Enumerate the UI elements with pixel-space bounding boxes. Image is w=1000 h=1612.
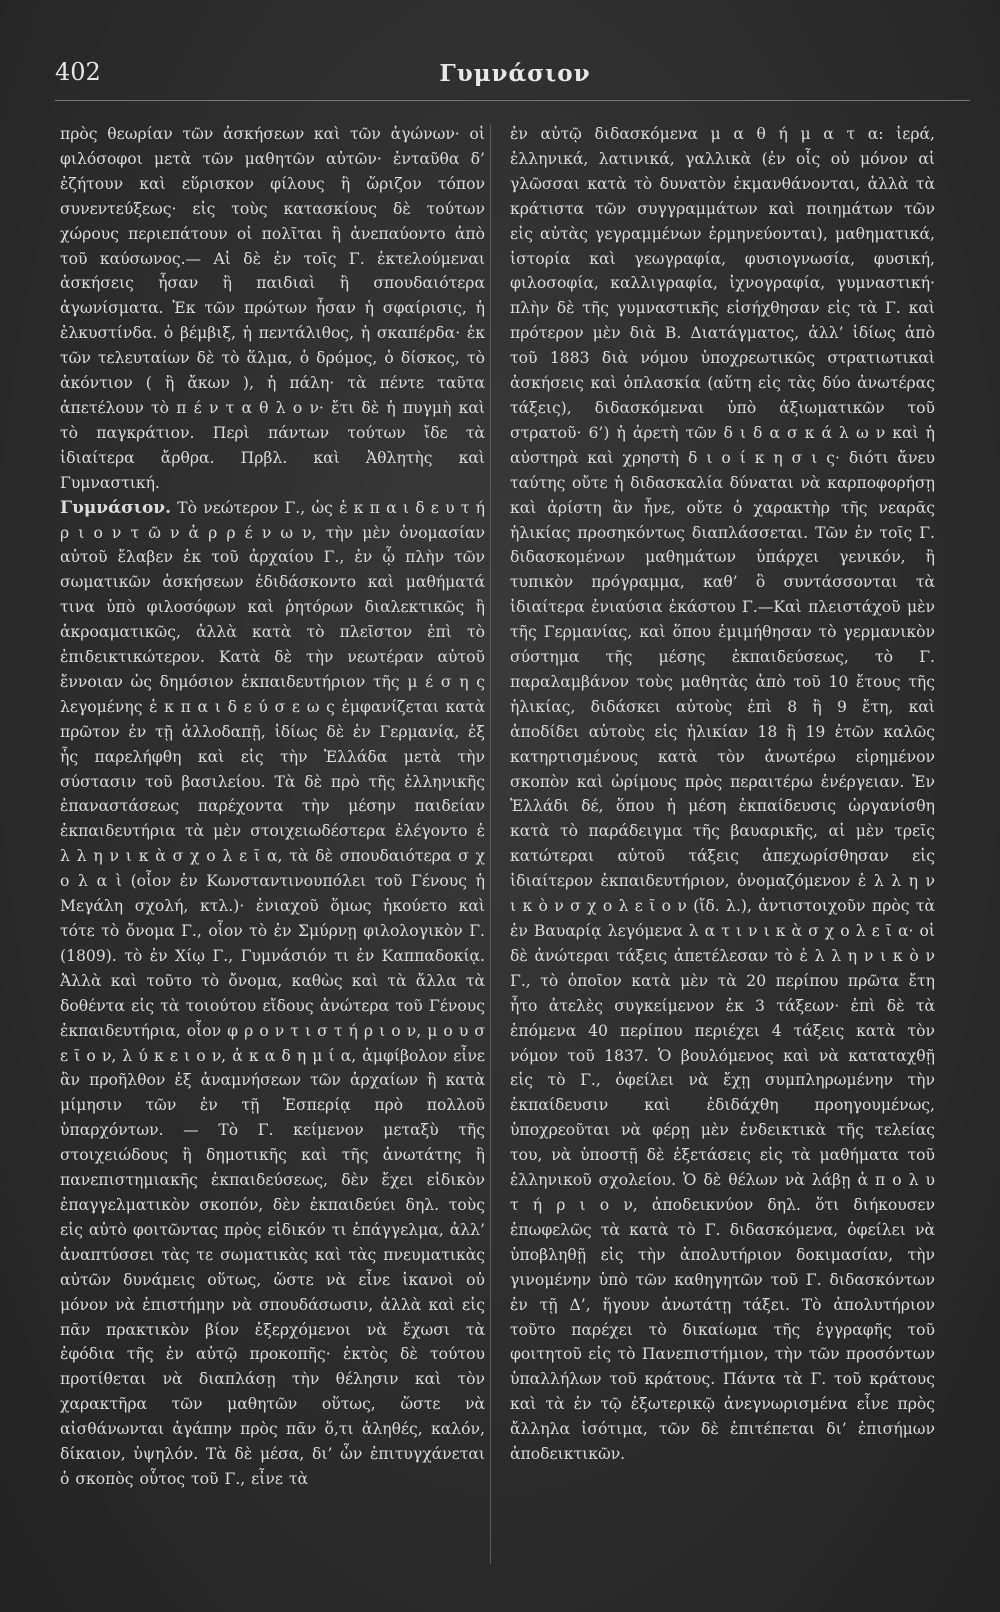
page-header: [55, 58, 975, 98]
left-paragraph-2: [60, 496, 485, 1492]
entry-body: Τὸ νεώτερον Γ., ὡς ἐ κ π α ι δ ε υ τ ή ρ ι ο ν τ ῶ ν ἀ ρ ρ έ ν ω ν, τὴν μὲν ὀνομασίαν αὐτοῦ ἔλαβεν ἐκ τοῦ ἀρχαίου Γ., ἐν ᾧ πλὴν τῶν σωματικῶν ἀσκήσεων ἐδιδάσκοντο καὶ μαθήματά τινα ὑπὸ φιλοσόφων καὶ ῥητόρων διαλεκτικῶς ἢ ἀκροαματικῶς, ἀλλὰ κατὰ τὸ πλεῖστον ἐπὶ τὸ ἐπιδεικτικώτερον. Κατὰ δὲ τὴν νεωτέραν αὐτοῦ ἔννοιαν ὡς δημόσιον ἐκπαιδευτήριον τῆς μ έ σ η ς λεγομένης ἐ κ π α ι δ ε ύ σ ε ω ς ἐμφανίζεται κατὰ πρῶτον ἐν τῇ ἀλλοδαπῇ, ἰδίως δὲ ἐν Γερμανίᾳ, ἐξ ἧς παρελήφθη καὶ εἰς τὴν Ἑλλάδα μετὰ τὴν σύστασιν τοῦ βασιλείου. Τὰ δὲ πρὸ τῆς ἑλληνικῆς ἐπαναστάσεως παρέχοντα τὴν μέσην παιδείαν ἐκπαιδευτήρια τὰ μὲν στοιχειωδέστερα ἐλέγοντο ἑ λ λ η ν ι κ ὰ σ χ ο λ ε ῖ α, τὰ δὲ σπουδαιότερα σ χ ο λ α ὶ (οἷον ἐν Κωνσταντινουπόλει τοῦ Γένους ἡ Μεγάλη σχολή, κτλ.)· ἐνιαχοῦ ὅμως ἠκούετο καὶ τότε τὸ ὄνομα Γ., οἷον τὸ ἐν Σμύρνῃ φιλολογικὸν Γ. (1809). τὸ ἐν Χίῳ Γ., Γυμνάσιόν τι ἐν Καππαδοκίᾳ. Ἀλλὰ καὶ τοῦτο τὸ ὄνομα, καθὼς καὶ τὰ ἄλλα τὰ δοθέντα εἰς τὰ τοιούτου εἴδους ἀνώτερα τοῦ Γένους ἐκπαιδευτήρια, οἷον φ ρ ο ν τ ι σ τ ή ρ ι ο ν, μ ο υ σ ε ῖ ο ν, λ ύ κ ε ι ο ν, ἀ κ α δ η μ ί α, ἀμφίβολον εἶνε ἂν προῆλθον ἐξ ἀναμνήσεων τῶν ἀρχαίων ἢ κατὰ μίμησιν τῶν ἐν τῇ Ἑσπερίᾳ πρὸ πολλοῦ ὑπαρχόντων. — Τὸ Γ. κείμενον μεταξὺ τῆς στοιχειώδους ἢ δημοτικῆς καὶ τῆς ἀνωτάτης ἢ πανεπιστημιακῆς ἐκπαιδεύσεως, δὲν ἔχει εἰδικὸν ἐπαγγελματικὸν σκοπόν, δὲν ἐκπαιδεύει δηλ. τοὺς εἰς αὐτὸ φοιτῶντας πρὸς εἰδικόν τι ἐπάγγελμα, ἀλλ’ ἀναπτύσσει τὰς τε σωματικὰς καὶ τὰς πνευματικὰς αὐτῶν δυνάμεις οὕτως, ὥστε νὰ εἶνε ἱκανοὶ οὐ μόνον νὰ ἐπιστήμην νὰ σπουδάσωσιν, ἀλλὰ καὶ εἰς πᾶν πρακτικὸν βίον ἐξερχόμενοι νὰ ἔχωσι τὰ ἐφόδια τῆς ἐν αὐτῷ προκοπῆς· ἐκτὸς δὲ τούτου προτίθεται νὰ διαπλάσῃ τὴν θέλησιν καὶ τὸν χαρακτῆρα τῶν μαθητῶν οὕτως, ὥστε νὰ αἰσθάνωνται ἀγάπην πρὸς πᾶν ὅ,τι ἀληθές, καλόν, δίκαιον, ὑψηλόν. Τὰ δὲ μέσα, δι’ ὧν ἐπιτυγχάνεται ὁ σκοπὸς οὗτος τοῦ Γ., εἶνε τὰ: [60, 498, 485, 1488]
page-number: 402: [55, 58, 101, 86]
left-column: [60, 122, 485, 1492]
left-paragraph-1: πρὸς θεωρίαν τῶν ἀσκήσεων καὶ τῶν ἀγώνων· οἱ φιλόσοφοι μετὰ τῶν μαθητῶν αὐτῶν· ἐνταῦθα δ’ ἐζήτουν καὶ εὕρισκον φίλους ἢ ὥριζον τόπον συνεντεύξεως· εἰς τοὺς κατασκίους δὲ τούτων χώρους περιεπάτουν οἱ πολῖται ἢ ἀνεπαύοντο ἀπὸ τοῦ καύσωνος.— Αἱ δὲ ἐν τοῖς Γ. ἐκτελούμεναι ἀσκήσεις ἦσαν ἢ παιδιαὶ ἢ σπουδαιότερα ἀγωνίσματα. Ἐκ τῶν πρώτων ἦσαν ἡ σφαίρισις, ἡ ἑλκυστίνδα. ὁ βέμβιξ, ἡ πεντάλιθος, ἡ σκαπέρδα· ἐκ τῶν τελευταίων δὲ τὸ ἅλμα, ὁ δρόμος, ὁ δίσκος, τὸ ἀκόντιον ( ἢ ἄκων ), ἡ πάλη· τὰ πέντε ταῦτα ἀπετέλουν τὸ π έ ν τ α θ λ ο ν· ἔτι δὲ ἡ πυγμὴ καὶ τὸ παγκράτιον. Περὶ πάντων τούτων ἴδε τὰ ἰδιαίτερα ἄρθρα. Πρβλ. καὶ Ἀθλητὴς καὶ Γυμναστική.: [60, 125, 485, 492]
column-divider: [490, 124, 491, 1564]
right-column: [510, 122, 935, 1467]
running-title: Γυμνάσιον: [439, 60, 591, 87]
right-paragraph-1: ἐν αὐτῷ διδασκόμενα μ α θ ή μ α τ α: ἱερά, ἑλληνικά, λατινικά, γαλλικὰ (ἐν οἷς οὐ μόνον αἱ γλῶσσαι κατὰ τὸ δυνατὸν ἐκμανθάνονται, ἀλλὰ τὰ κράτιστα τῶν συγγραμμάτων καὶ ποιημάτων τῶν εἰς αὐτὰς γεγραμμένων ἑρμηνεύονται), μαθηματικά, ἱστορία καὶ γεωγραφία, φυσιογνωσία, φυσική, φιλοσοφία, καλλιγραφία, ἰχνογραφία, γυμναστική· πλὴν δὲ τῆς γυμναστικῆς εἰσήχθησαν εἰς τὰ Γ. καὶ πρότερον μὲν διὰ Β. Διατάγματος, ἀλλ’ ἰδίως ἀπὸ τοῦ 1883 διὰ νόμου ὑποχρεωτικῶς στρατιωτικαὶ ἀσκήσεις καὶ ὁπλασκία (αὕτη εἰς τὰς δύο ἀνωτέρας τάξεις), διδασκόμεναι ὑπὸ ἀξιωματικῶν τοῦ στρατοῦ· 6’) ἡ ἀρετὴ τῶν δ ι δ α σ κ ά λ ω ν καὶ ἡ αὐστηρὰ καὶ χρηστὴ δ ι ο ί κ η σ ι ς· διότι ἄνευ ταύτης οὔτε ἡ διδασκαλία δύναται νὰ καρποφορήσῃ καὶ ἀρίστη ἂν ἦνε, οὔτε ὁ χαρακτὴρ τῆς νεαρᾶς ἡλικίας προσηκόντως διαπλάσσεται. Τῶν ἐν τοῖς Γ. διδασκομένων μαθημάτων ὑπάρχει γενικόν, ἢ τυπικὸν πρόγραμμα, καθ’ ὃ συντάσσονται τὰ ἰδιαίτερα ἐνιαύσια ἑκάστου Γ.—Καὶ πλειστάχοῦ μὲν τῆς Γερμανίας, καὶ ὅπου ἐμιμήθησαν τὸ γερμανικὸν σύστημα τῆς μέσης ἐκπαιδεύσεως, τὸ Γ. παραλαμβάνον τοὺς μαθητὰς ἀπὸ τοῦ 10 ἔτους τῆς ἡλικίας, διδάσκει αὐτοὺς ἐπὶ 8 ἢ 9 ἔτη, καὶ ἀποδίδει αὐτοὺς εἰς ἡλικίαν 18 ἢ 19 ἐτῶν καλῶς κατηρτισμένους κατὰ τὸν ἀνωτέρω εἰρημένον σκοπὸν καὶ ὡρίμους πρὸς περαιτέρω ἐνέργειαν. Ἐν Ἑλλάδι δέ, ὅπου ἡ μέση ἐκπαίδευσις ὠργανίσθη κατὰ τὸ παράδειγμα τῆς βαυαρικῆς, αἱ μὲν τρεῖς κατώτεραι αὐτοῦ τάξεις ἀπεχωρίσθησαν εἰς ἰδιαίτερον ἐκπαιδευτήριον, ὀνομαζόμενον ἑ λ λ η ν ι κ ὸ ν σ χ ο λ ε ῖ ο ν (ἴδ. λ.), ἀντιστοιχοῦν πρὸς τὰ ἐν Βαυαρίᾳ λεγόμενα λ α τ ι ν ι κ ὰ σ χ ο λ ε ῖ α· οἱ δὲ ἀνώτεραι τάξεις ἀπετέλεσαν τὸ ἑ λ λ η ν ι κ ὸ ν Γ., τὸ ὁποῖον κατὰ μὲν τὰ 20 περίπου πρῶτα ἔτη ἦτο ἀτελὲς συγκείμενον ἐκ 3 τάξεων· ἐπὶ δὲ τὰ ἑπόμενα 40 περίπου περιέχει 4 τάξεις κατὰ τὸν νόμον τοῦ 1837. Ὁ βουλόμενος καὶ νὰ καταταχθῇ εἰς τὸ Γ., ὀφείλει νὰ ἔχῃ συμπληρωμένην τὴν ἐκπαίδευσιν καὶ ἐδιδάχθη προηγουμένως, ὑποχρεοῦται νὰ φέρῃ μὲν ἐνδεικτικὰ τῆς τελείας του, νὰ ὑποστῇ δὲ ἐξετάσεις εἰς τὰ μαθήματα τοῦ ἑλληνικοῦ σχολείου. Ὁ δὲ θέλων νὰ λάβῃ ἀ π ο λ υ τ ή ρ ι ο ν, ἀποδεικνύον δηλ. ὅτι διήκουσεν ἐπωφελῶς τὰ κατὰ τὸ Γ. διδασκόμενα, ὀφείλει νὰ ὑποβληθῇ εἰς τὴν ἀπολυτήριον δοκιμασίαν, τὴν γινομένην ὑπὸ τῶν καθηγητῶν τοῦ Γ. διδασκόντων ἐν τῇ Δ’, ἥγουν ἀνωτάτῃ τάξει. Τὸ ἀπολυτήριον τοῦτο παρέχει τὸ δικαίωμα τῆς ἐγγραφῆς τοῦ φοιτητοῦ εἰς τὸ Πανεπιστήμιον, τὴν τῶν προσόντων ὑπαλλήλων τοῦ κράτους. Πάντα τὰ Γ. τοῦ κράτους καὶ τὰ ἐν τῷ ἐξωτερικῷ ἀνεγνωρισμένα εἶνε πρὸς ἄλληλα ἰσότιμα, τῶν δὲ ἐπιτέπεται δι’ ἐπισήμων ἀποδεικτικῶν.: [510, 125, 935, 1464]
entry-headword: Γυμνάσιον.: [60, 497, 171, 518]
header-rule: [55, 100, 970, 101]
